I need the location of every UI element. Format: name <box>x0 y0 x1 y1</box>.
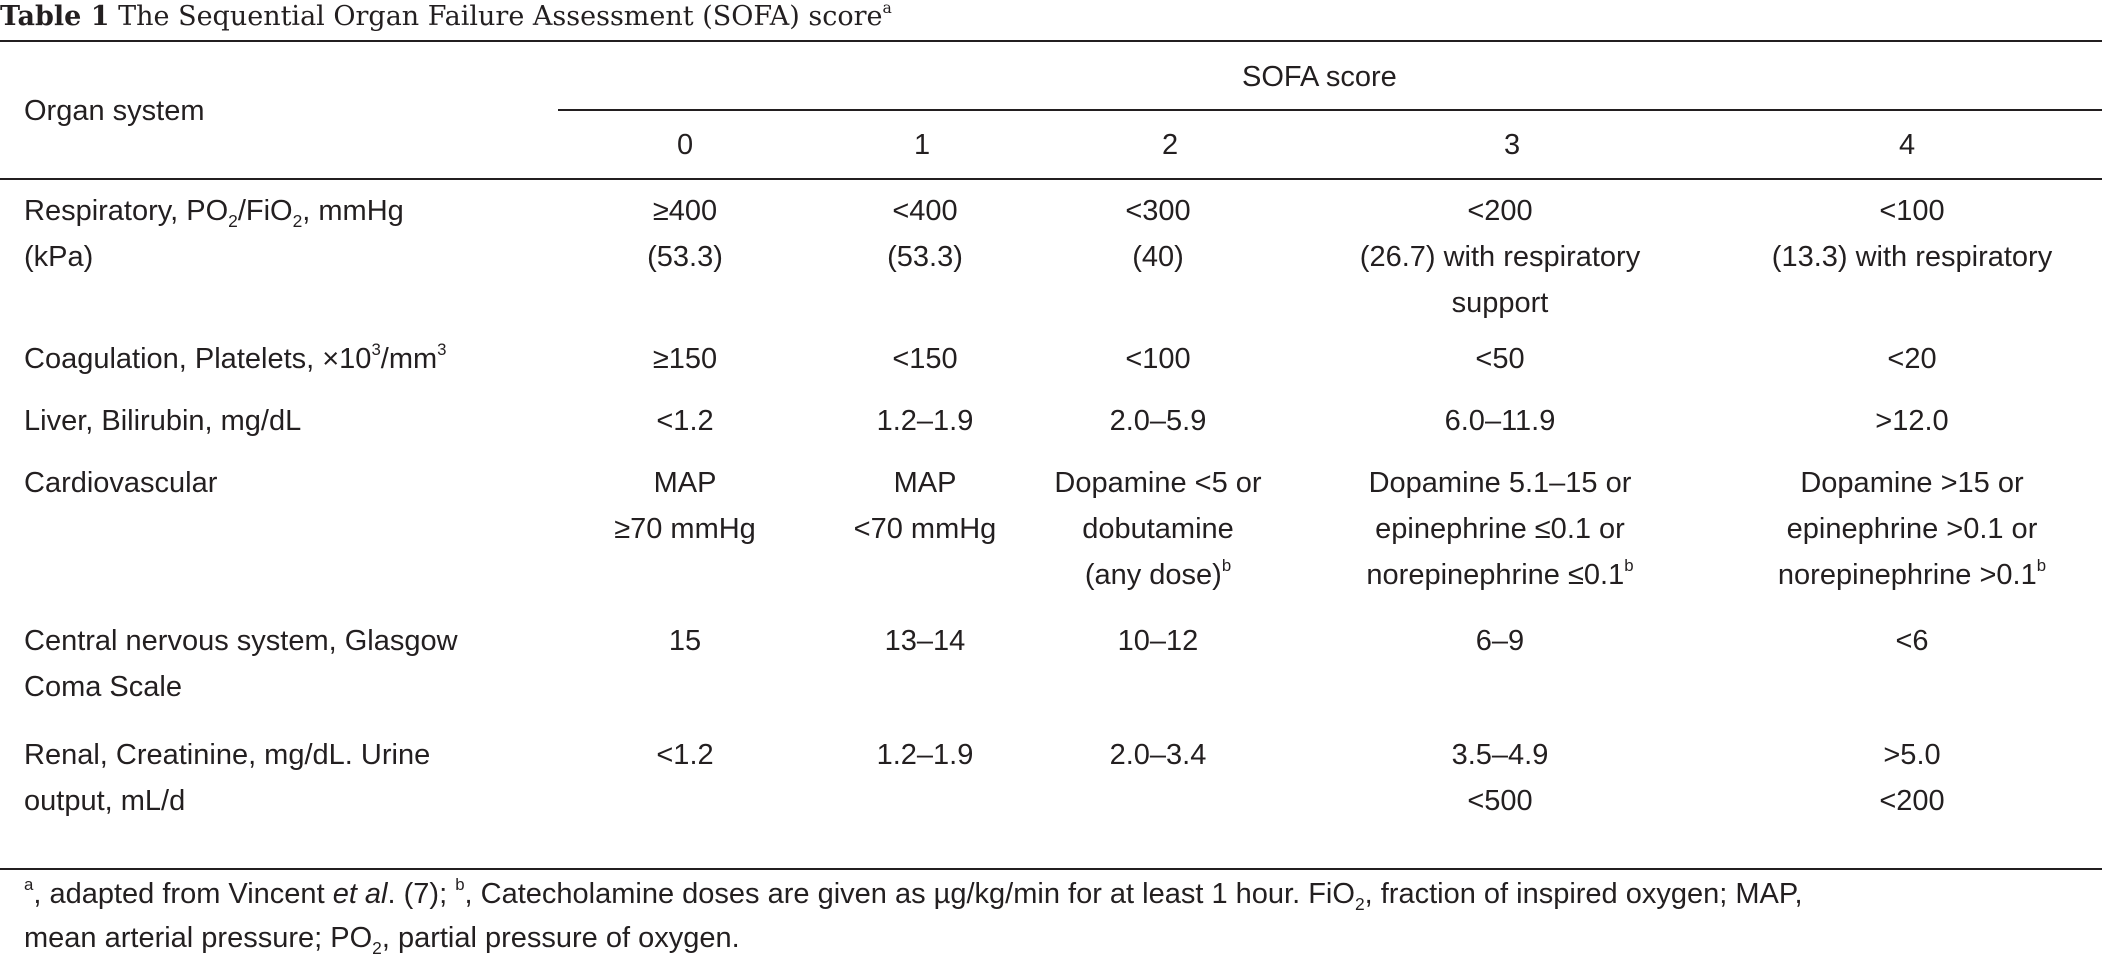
table-cell: <100 <box>1125 343 1191 375</box>
header-organ-system: Organ system <box>24 95 205 127</box>
table-cell: <20 <box>1887 343 1937 375</box>
table-cell: <400 (53.3) <box>887 195 963 273</box>
table-cell: Dopamine >15 or epinephrine >0.1 or norepinephrine >0.1$^b$ <box>1777 467 2047 591</box>
sofa-table <box>0 188 2102 832</box>
table-cell: >5.0 <200 <box>1879 739 1945 817</box>
table-cell: <300 (40) <box>1125 195 1191 273</box>
table-row <box>0 336 2102 398</box>
table-cell: 1.2–1.9 <box>876 739 974 771</box>
table-cell: >12.0 <box>1875 405 1949 437</box>
table-row <box>0 398 2102 460</box>
organ-liver: Liver, Bilirubin, mg/dL <box>24 405 302 437</box>
header-sofa-score: SOFA score <box>1242 61 1397 93</box>
table-cell: <100 (13.3) with respiratory <box>1771 195 2053 273</box>
table-cell: <50 <box>1475 343 1525 375</box>
top-rule <box>0 40 2102 42</box>
header-col-4: 4 <box>1899 129 1916 161</box>
table-cell: ≥150 <box>652 343 718 375</box>
table-row <box>0 618 2102 732</box>
table-row <box>0 732 2102 832</box>
table-cell: <1.2 <box>656 405 714 437</box>
table-cell: 3.5–4.9 <500 <box>1451 739 1549 817</box>
table-cell: 1.2–1.9 <box>876 405 974 437</box>
table-row <box>0 188 2102 336</box>
header-col-1: 1 <box>914 129 931 161</box>
header-col-0: 0 <box>677 129 694 161</box>
sofa-score-underline <box>558 109 2102 111</box>
table-cell: MAP ≥70 mmHg <box>614 467 756 545</box>
caption-footnote-mark: a <box>882 0 892 17</box>
table-cell: Dopamine 5.1–15 or epinephrine ≤0.1 or norepinephrine ≤0.1$^b$ <box>1366 467 1634 591</box>
header-rule <box>0 178 2102 180</box>
table-cell: MAP <70 mmHg <box>853 467 997 545</box>
table-cell: Dopamine <5 or dobutamine (any dose)$^b$ <box>1054 467 1262 591</box>
header-col-3: 3 <box>1504 129 1521 161</box>
table-cell: 15 <box>668 625 702 657</box>
table-cell: <200 (26.7) with respiratory support <box>1359 195 1641 319</box>
table-label: Table 1 <box>0 1 110 32</box>
header-col-2: 2 <box>1162 129 1179 161</box>
table-cell: 2.0–3.4 <box>1109 739 1207 771</box>
table-footnote: $^a$, adapted from Vincent et al. (7); $^b$, Catecholamine doses are given as µg/kg/min for at least 1 hour. FiO$_2$, fraction of inspired oxygen; MAP, mean arterial pressure; $PO_2$, partial pressure of oxygen. <box>24 874 1803 958</box>
table-cell: <150 <box>892 343 958 375</box>
table-cell: ≥400 (53.3) <box>647 195 723 273</box>
organ-renal: Renal, Creatinine, mg/dL. Urine output, mL/d <box>24 739 431 817</box>
table-cell: 2.0–5.9 <box>1109 405 1207 437</box>
organ-respiratory: Respiratory, $PO_2/FiO_2$, mmHg (kPa) <box>24 195 404 273</box>
table-cell: 13–14 <box>884 625 966 657</box>
table-row <box>0 460 2102 618</box>
table-title: The Sequential Organ Failure Assessment (SOFA) score <box>118 1 883 32</box>
table-cell: <1.2 <box>656 739 714 771</box>
organ-cns: Central nervous system, Glasgow Coma Scale <box>24 625 458 703</box>
table-cell: <6 <box>1895 625 1929 657</box>
table-cell: 6–9 <box>1475 625 1525 657</box>
organ-coagulation: Coagulation, Platelets, $\times 10^3/mm^3$ <box>24 339 447 375</box>
organ-cardiovascular: Cardiovascular <box>24 467 218 499</box>
table-caption <box>0 0 892 34</box>
table-cell: 6.0–11.9 <box>1444 405 1556 437</box>
table-cell: 10–12 <box>1117 625 1199 657</box>
bottom-rule <box>0 868 2102 870</box>
